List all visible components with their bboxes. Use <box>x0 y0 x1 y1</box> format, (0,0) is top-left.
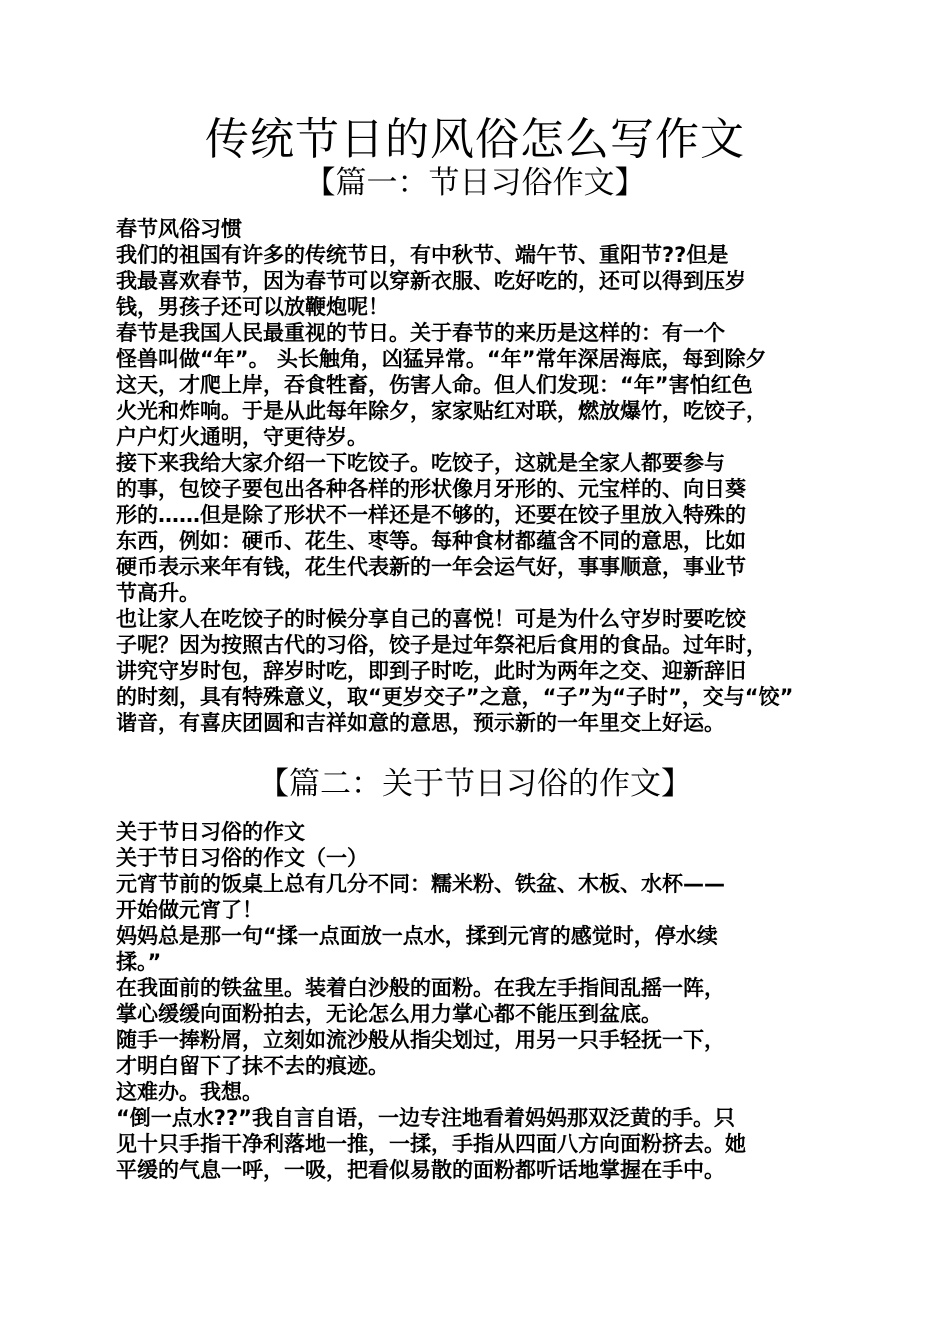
body-text-line: 才明白留下了抹不去的痕迹。 <box>116 1054 389 1078</box>
body-text-line: 我们的祖国有许多的传统节日，有中秋节、端午节、重阳节??但是 <box>116 243 729 267</box>
body-text-line: 在我面前的铁盆里。装着白沙般的面粉。在我左手指间乱摇一阵， <box>116 976 725 1000</box>
body-text-line: 子呢？因为按照古代的习俗，饺子是过年祭祀后食用的食品。过年时， <box>116 633 767 657</box>
body-text-line: 也让家人在吃饺子的时候分享自己的喜悦！可是为什么守岁时要吃饺 <box>116 607 746 631</box>
body-text-line: 接下来我给大家介绍一下吃饺子。吃饺子，这就是全家人都要参与 <box>116 451 725 475</box>
body-text-line: 春节是我国人民最重视的节日。关于春节的来历是这样的：有一个 <box>116 321 725 345</box>
body-text-line: “倒一点水??”我自言自语，一边专注地看着妈妈那双泛黄的手。只 <box>116 1106 735 1130</box>
body-text-line: 的事，包饺子要包出各种各样的形状像月牙形的、元宝样的、向日葵 <box>116 477 746 501</box>
body-text-line: 这天，才爬上岸，吞食牲畜，伤害人命。但人们发现：“年”害怕红色 <box>116 373 753 397</box>
body-text-line: 硬币表示来年有钱，花生代表新的一年会运气好，事事顺意，事业节 <box>116 555 746 579</box>
body-text-line: 揉。” <box>116 950 162 974</box>
section-2-heading: 【篇二：关于节日习俗的作文】 <box>258 766 692 802</box>
section-2-body <box>116 819 856 1183</box>
body-text-line: 掌心缓缓向面粉拍去，无论怎么用力掌心都不能压到盆底。 <box>116 1002 662 1026</box>
body-text-line: 春节风俗习惯 <box>116 217 242 241</box>
body-text-line: 见十只手指干净利落地一推，一揉，手指从四面八方向面粉挤去。她 <box>116 1132 746 1156</box>
body-text-line: 东西，例如：硬币、花生、枣等。每种食材都蕴含不同的意思，比如 <box>116 529 746 553</box>
body-text-line: 开始做元宵了！ <box>116 898 263 922</box>
document-title: 传统节日的风俗怎么写作文 <box>205 114 745 165</box>
body-text-line: 元宵节前的饭桌上总有几分不同：糯米粉、铁盆、木板、水杯—— <box>116 872 725 896</box>
body-text-line: 的时刻，具有特殊意义，取“更岁交子”之意，“子”为“子时”，交与“饺” <box>116 685 794 709</box>
section-1-heading: 【篇一：节日习俗作文】 <box>304 165 646 201</box>
body-text-line: 平缓的气息一呼，一吸，把看似易散的面粉都听话地掌握在手中。 <box>116 1158 725 1182</box>
body-text-line: 钱，男孩子还可以放鞭炮呢！ <box>116 295 389 319</box>
body-text-line: 妈妈总是那一句“揉一点面放一点水，揉到元宵的感觉时，停水续 <box>116 924 718 948</box>
body-text-line: 户户灯火通明，守更待岁。 <box>116 425 368 449</box>
body-text-line: 讲究守岁时包，辞岁时吃，即到子时吃，此时为两年之交、迎新辞旧 <box>116 659 746 683</box>
body-text-line: 这难办。我想。 <box>116 1080 263 1104</box>
body-text-line: 我最喜欢春节，因为春节可以穿新衣服、吃好吃的，还可以得到压岁 <box>116 269 746 293</box>
body-text-line: 关于节日习俗的作文 <box>116 820 305 844</box>
body-text-line: 火光和炸响。于是从此每年除夕，家家贴红对联，燃放爆竹，吃饺子， <box>116 399 767 423</box>
body-text-line: 谐音，有喜庆团圆和吉祥如意的意思，预示新的一年里交上好运。 <box>116 711 725 735</box>
body-text-line: 关于节日习俗的作文（一） <box>116 846 368 870</box>
body-text-line: 随手一捧粉屑，立刻如流沙般从指尖划过，用另一只手轻抚一下， <box>116 1028 725 1052</box>
body-text-line: 怪兽叫做“年”。 头长触角，凶猛异常。“年”常年深居海底，每到除夕 <box>116 347 767 371</box>
section-1-body <box>116 216 856 736</box>
body-text-line: 形的……但是除了形状不一样还是不够的，还要在饺子里放入特殊的 <box>116 503 746 527</box>
body-text-line: 节高升。 <box>116 581 200 605</box>
